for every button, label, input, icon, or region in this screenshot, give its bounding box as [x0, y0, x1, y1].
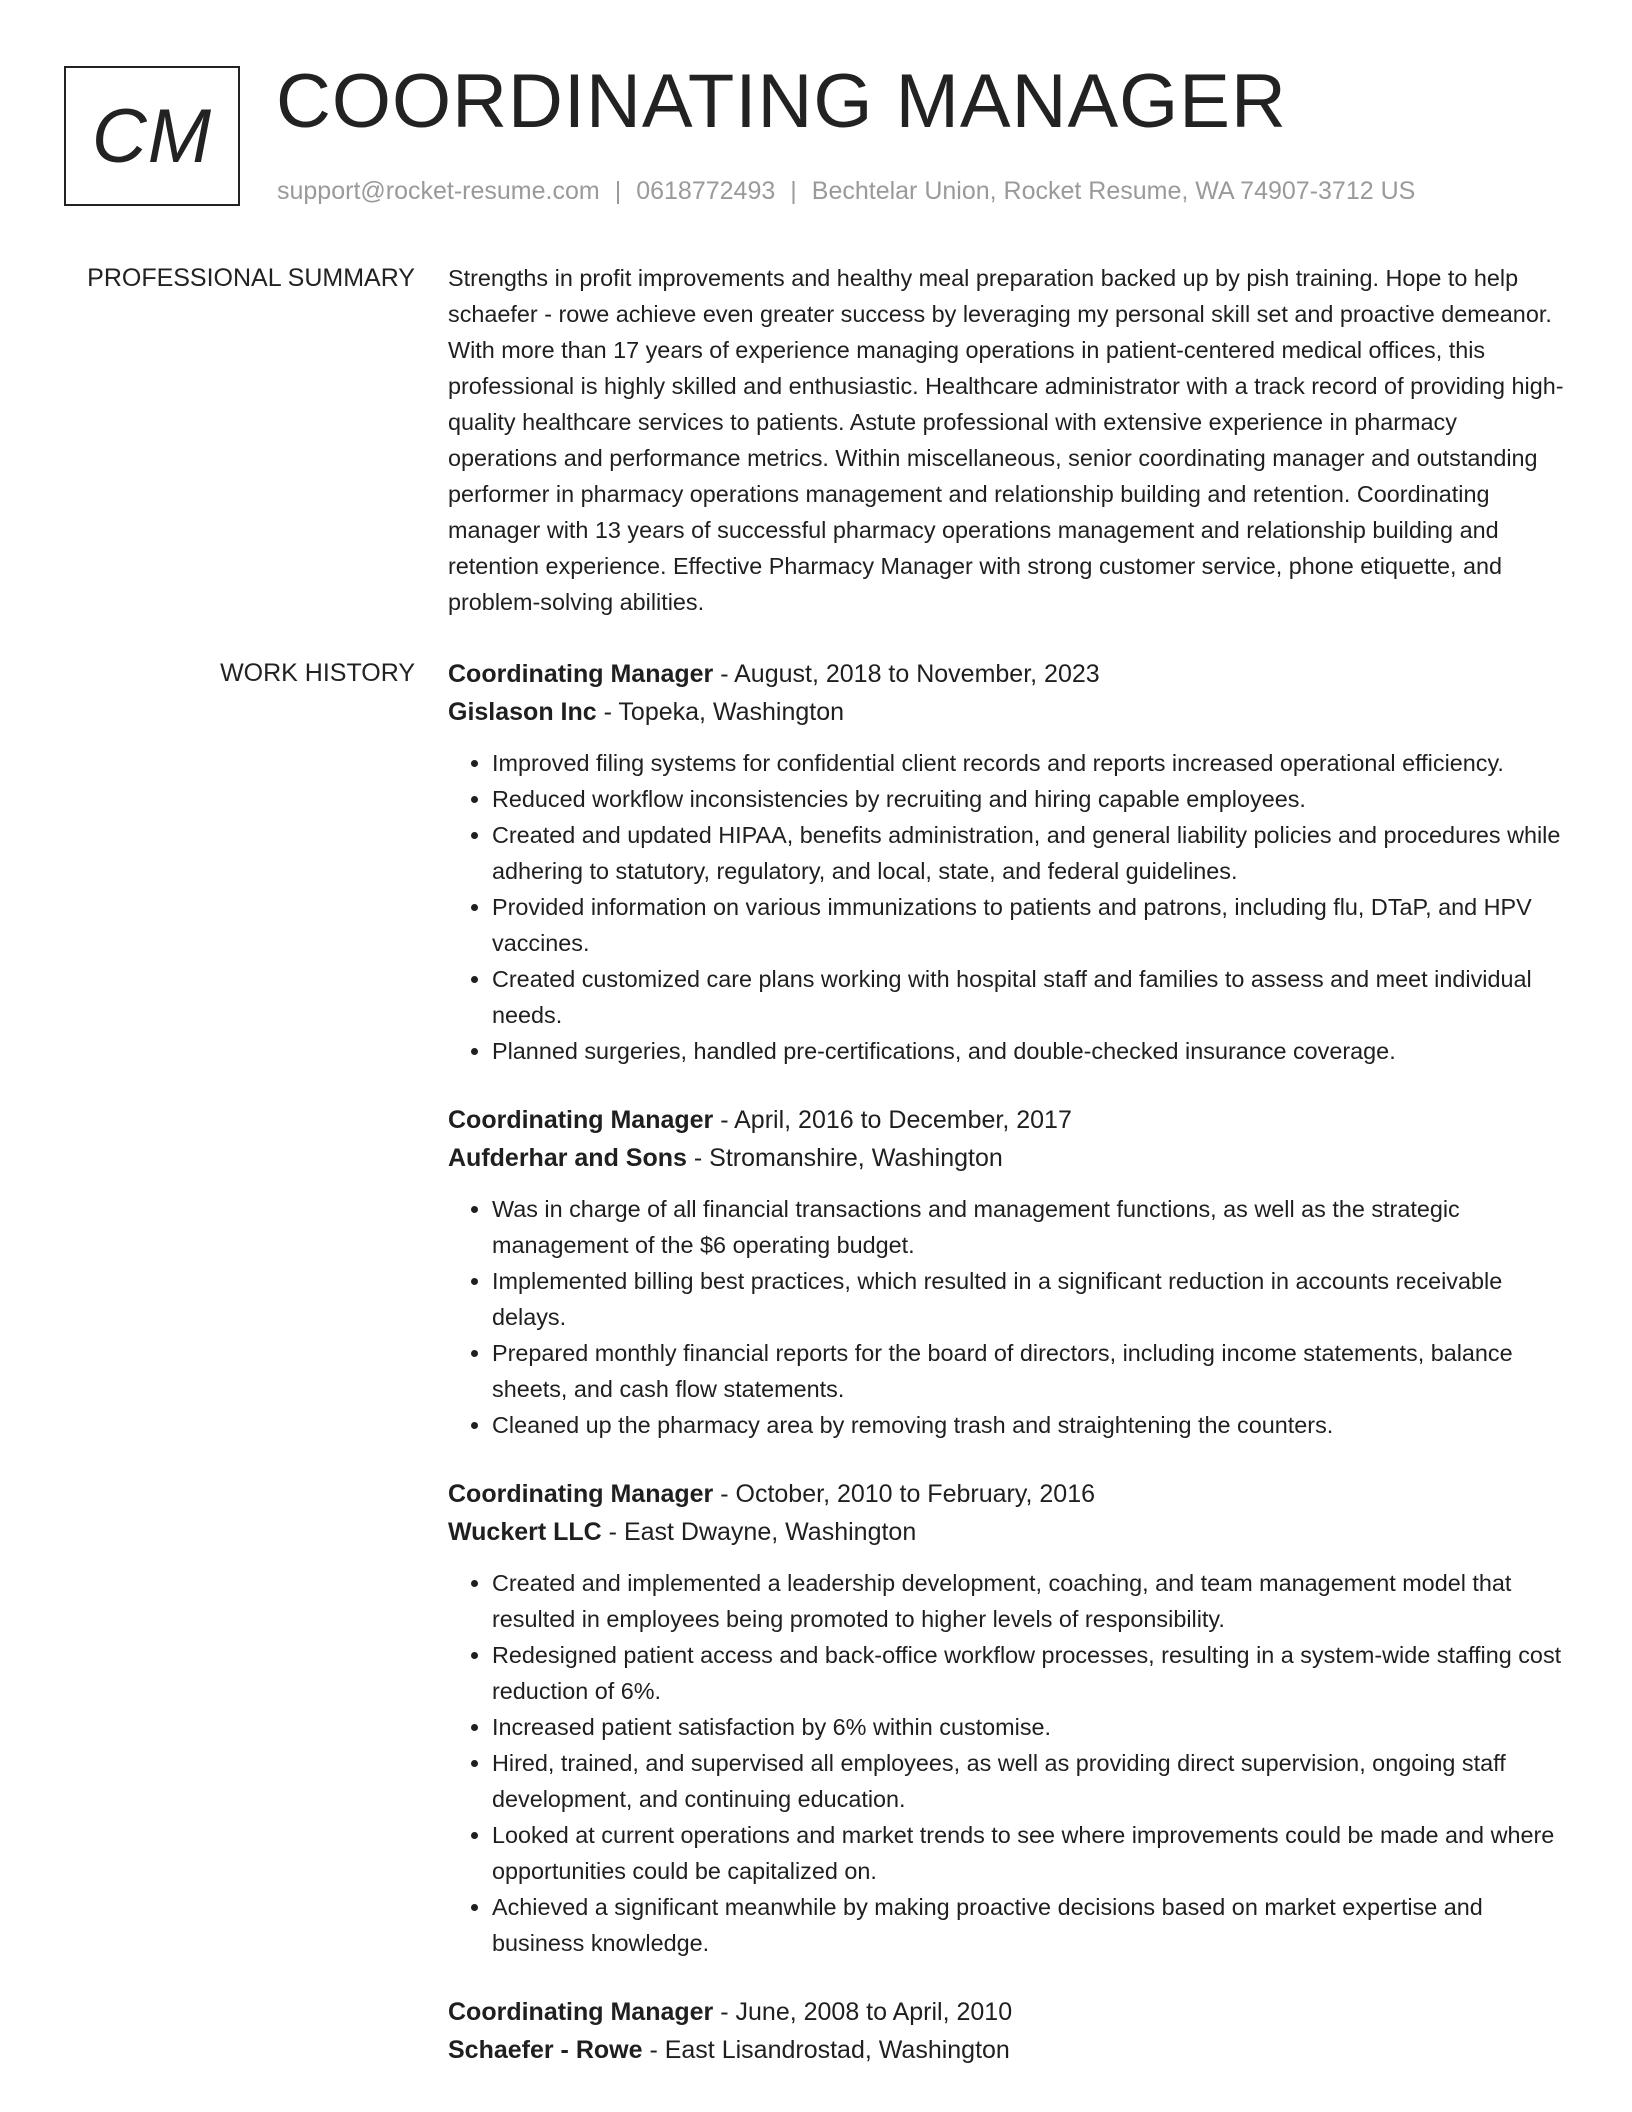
- job-bullet: • Provided information on various immunizations to patients and patrons, including flu, DTaP, and HPV vaccines.: [492, 889, 1572, 961]
- job-dates: - October, 2010 to February, 2016: [713, 1480, 1095, 1508]
- job-bullet: • Created and updated HIPAA, benefits administration, and general liability policies and procedures while adhering to statutory, regulatory, and local, state, and federal guidelines.: [492, 817, 1572, 889]
- job-bullet: • Achieved a significant meanwhile by making proactive decisions based on market expertise and business knowledge.: [492, 1889, 1572, 1961]
- job-entry: [448, 1993, 1572, 2069]
- summary-text: Strengths in profit improvements and healthy meal preparation backed up by pish training. Hope to help schaefer - rowe achieve even greater success by leveraging my personal skill set and proactive demeanor. With more than 17 years of experience managing operations in patient-centered medical offices, this professional is highly skilled and enthusiastic. Healthcare administrator with a track record of providing high-quality healthcare services to patients. Astute professional with extensive experience in pharmacy operations and performance metrics. Within miscellaneous, senior coordinating manager and outstanding performer in pharmacy operations management and relationship building and retention. Coordinating manager with 13 years of successful pharmacy operations management and relationship building and retention experience. Effective Pharmacy Manager with strong customer service, phone etiquette, and problem-solving abilities.: [448, 265, 1564, 615]
- job-bullet: • Hired, trained, and supervised all employees, as well as providing direct supervision, ongoing staff development, and continuing education.: [492, 1745, 1572, 1817]
- job-company: Schaefer - Rowe: [448, 2036, 643, 2064]
- job-title: Coordinating Manager: [448, 660, 714, 688]
- job-title: Coordinating Manager: [448, 1480, 714, 1508]
- monogram-box: [64, 66, 240, 206]
- contact-address: Bechtelar Union, Rocket Resume, WA 74907-3712 US: [811, 177, 1416, 205]
- job-title-line: [448, 1475, 1572, 1513]
- job-bullet: • Created and implemented a leadership development, coaching, and team management model that resulted in employees being promoted to higher levels of responsibility.: [492, 1565, 1572, 1637]
- job-entry: [448, 655, 1572, 1069]
- job-title-line: [448, 1993, 1572, 2031]
- contact-email: support@rocket-resume.com: [277, 177, 600, 205]
- job-company-line: [448, 693, 1572, 731]
- job-company: Aufderhar and Sons: [448, 1144, 687, 1172]
- job-bullets: [448, 1565, 1572, 1961]
- job-company: Gislason Inc: [448, 698, 597, 726]
- contact-separator: |: [790, 177, 797, 205]
- monogram-initials: CM: [91, 93, 213, 179]
- summary-body: [448, 260, 1572, 620]
- section-label-summary: PROFESSIONAL SUMMARY: [87, 264, 415, 292]
- job-company: Wuckert LLC: [448, 1518, 602, 1546]
- job-title-line: [448, 655, 1572, 693]
- job-location: - East Dwayne, Washington: [601, 1518, 917, 1546]
- job-company-line: [448, 1513, 1572, 1551]
- job-bullet: • Looked at current operations and market trends to see where improvements could be made and where opportunities could be capitalized on.: [492, 1817, 1572, 1889]
- job-entry: [448, 1475, 1572, 1961]
- job-bullet: • Created customized care plans working with hospital staff and families to assess and meet individual needs.: [492, 961, 1572, 1033]
- contact-phone: 0618772493: [636, 177, 776, 205]
- work-history-body: [448, 655, 1572, 2101]
- job-bullet: • Redesigned patient access and back-office workflow processes, resulting in a system-wide staffing cost reduction of 6%.: [492, 1637, 1572, 1709]
- job-title-line: [448, 1101, 1572, 1139]
- job-title: Coordinating Manager: [448, 1998, 714, 2026]
- job-dates: - June, 2008 to April, 2010: [713, 1998, 1013, 2026]
- job-dates: - April, 2016 to December, 2017: [713, 1106, 1072, 1134]
- job-company-line: [448, 1139, 1572, 1177]
- job-bullet: • Implemented billing best practices, which resulted in a significant reduction in accounts receivable delays.: [492, 1263, 1572, 1335]
- job-bullets: [448, 1191, 1572, 1443]
- job-dates: - August, 2018 to November, 2023: [713, 660, 1100, 688]
- job-entry: [448, 1101, 1572, 1443]
- job-bullet: • Prepared monthly financial reports for the board of directors, including income statements, balance sheets, and cash flow statements.: [492, 1335, 1572, 1407]
- job-location: - East Lisandrostad, Washington: [642, 2036, 1010, 2064]
- job-bullet: • Planned surgeries, handled pre-certifications, and double-checked insurance coverage.: [492, 1033, 1572, 1069]
- job-bullet: • Improved filing systems for confidential client records and reports increased operational efficiency.: [492, 745, 1572, 781]
- contact-separator: |: [614, 177, 622, 205]
- job-company-line: [448, 2031, 1572, 2069]
- job-bullet: • Increased patient satisfaction by 6% within customise.: [492, 1709, 1572, 1745]
- resume-name: COORDINATING MANAGER: [276, 59, 1287, 144]
- job-title: Coordinating Manager: [448, 1106, 714, 1134]
- job-bullet: • Cleaned up the pharmacy area by removing trash and straightening the counters.: [492, 1407, 1572, 1443]
- job-bullets: [448, 745, 1572, 1069]
- section-label-work-history: WORK HISTORY: [220, 659, 415, 687]
- contact-line: [277, 174, 1415, 208]
- job-bullet: • Was in charge of all financial transactions and management functions, as well as the strategic management of the $6 operating budget.: [492, 1191, 1572, 1263]
- job-location: - Stromanshire, Washington: [686, 1144, 1003, 1172]
- job-location: - Topeka, Washington: [596, 698, 845, 726]
- job-bullet: • Reduced workflow inconsistencies by recruiting and hiring capable employees.: [492, 781, 1572, 817]
